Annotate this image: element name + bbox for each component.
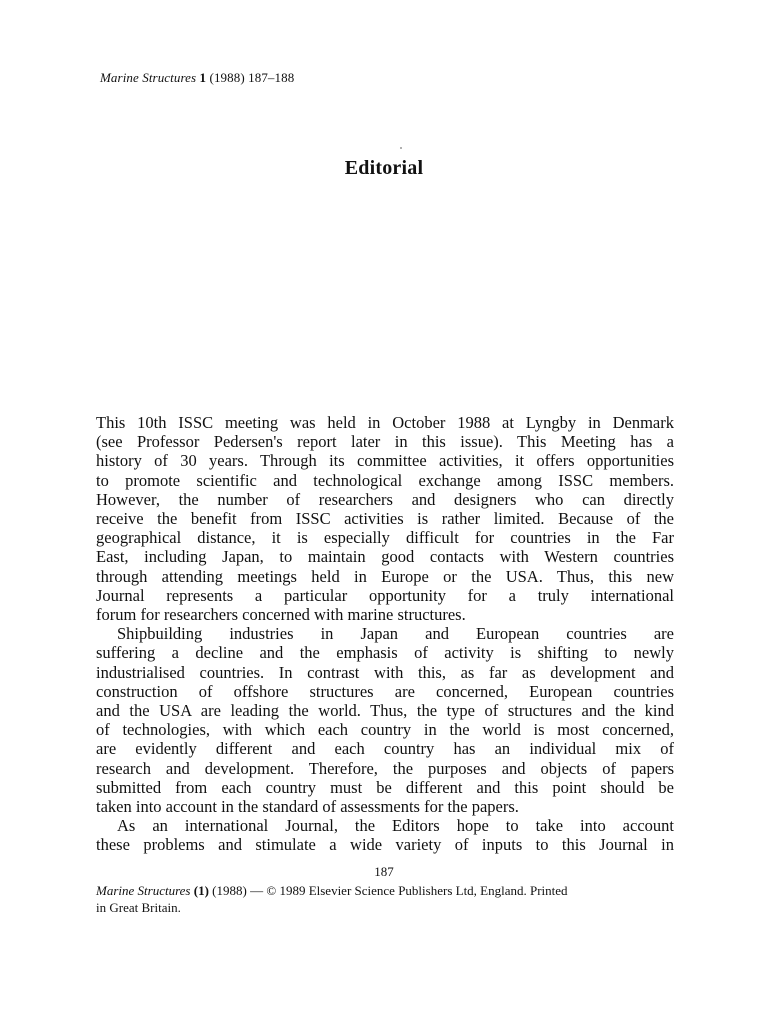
text-line: submitted from each country must be different and this point should be bbox=[96, 777, 674, 797]
article-body bbox=[96, 413, 674, 855]
paragraph-3 bbox=[96, 816, 674, 854]
text-line: history of 30 years. Through its committee activities, it offers opportunities bbox=[96, 451, 674, 471]
paragraph-2 bbox=[96, 624, 674, 816]
footer-line-2: in Great Britain. bbox=[96, 900, 181, 915]
text-line: forum for researchers concerned with marine structures. bbox=[96, 605, 466, 625]
text-line: of technologies, with which each country in the world is most concerned, bbox=[96, 720, 674, 740]
print-speck bbox=[400, 147, 402, 149]
text-line: and the USA are leading the world. Thus, the type of structures and the kind bbox=[96, 701, 674, 721]
text-line: Shipbuilding industries in Japan and European countries are bbox=[117, 624, 674, 644]
text-line: these problems and stimulate a wide variety of inputs to this Journal in bbox=[96, 835, 674, 855]
running-head-journal: Marine Structures bbox=[100, 70, 197, 85]
text-line: Journal represents a particular opportunity for a truly international bbox=[96, 585, 674, 605]
running-head-pages: (1988) 187–188 bbox=[209, 70, 295, 85]
footer-journal: Marine Structures bbox=[96, 883, 191, 898]
paragraph-1 bbox=[96, 413, 674, 624]
text-line: to promote scientific and technological exchange among ISSC members. bbox=[96, 470, 674, 490]
text-line: geographical distance, it is especially difficult for countries in the Far bbox=[96, 528, 674, 548]
text-line: suffering a decline and the emphasis of activity is shifting to newly bbox=[96, 643, 674, 663]
footer-line-1 bbox=[96, 882, 676, 899]
running-head-volume: 1 bbox=[199, 70, 207, 85]
text-line: are evidently different and each country has an individual mix of bbox=[96, 739, 674, 759]
text-line: research and development. Therefore, the purposes and objects of papers bbox=[96, 758, 674, 778]
footer-volume: (1) bbox=[193, 883, 209, 898]
footer-copyright: (1988) — © 1989 Elsevier Science Publishers Ltd, England. Printed bbox=[208, 883, 568, 898]
running-head bbox=[100, 70, 294, 86]
text-line: However, the number of researchers and designers who can directly bbox=[96, 489, 674, 509]
page-title: Editorial bbox=[344, 157, 424, 179]
text-line: through attending meetings held in Europe or the USA. Thus, this new bbox=[96, 566, 674, 586]
text-line: industrialised countries. In contrast with this, as far as development and bbox=[96, 662, 674, 682]
page-number: 187 bbox=[374, 864, 394, 879]
text-line: receive the benefit from ISSC activities is rather limited. Because of the bbox=[96, 509, 674, 529]
text-line: As an international Journal, the Editors hope to take into account bbox=[117, 816, 674, 836]
text-line: (see Professor Pedersen's report later in this issue). This Meeting has a bbox=[96, 432, 674, 452]
copyright-footer bbox=[96, 882, 676, 916]
text-line: taken into account in the standard of assessments for the papers. bbox=[96, 797, 519, 817]
text-line: This 10th ISSC meeting was held in October 1988 at Lyngby in Denmark bbox=[96, 413, 674, 432]
text-line: East, including Japan, to maintain good contacts with Western countries bbox=[96, 547, 674, 567]
text-line: construction of offshore structures are concerned, European countries bbox=[96, 681, 674, 701]
